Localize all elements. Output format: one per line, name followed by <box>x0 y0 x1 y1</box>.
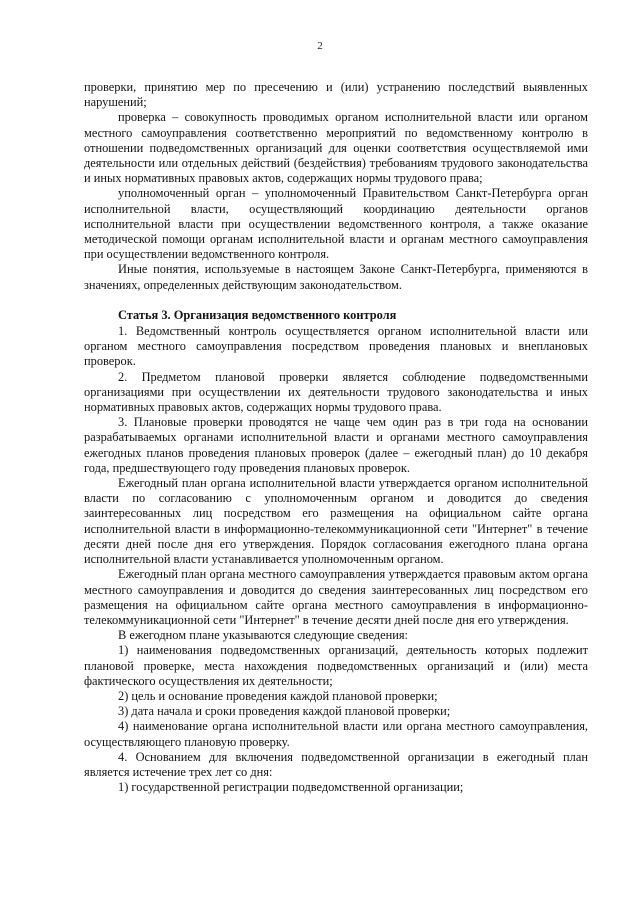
paragraph-other-terms: Иные понятия, используемые в настоящем Законе Санкт-Петербурга, применяются в значениях, определенных действующим законодательством. <box>84 262 588 292</box>
paragraph-definition-continuation: проверки, принятию мер по пресечению и (или) устранению последствий выявленных нарушений; <box>84 80 588 110</box>
paragraph-plan-contents-intro: В ежегодном плане указываются следующие сведения: <box>118 628 408 643</box>
paragraph-plan-contents-2: 2) цель и основание проведения каждой плановой проверки; <box>118 688 438 703</box>
paragraph-annual-plan-executive: Ежегодный план органа исполнительной власти утверждается органом исполнительной власти по согласованию с уполномоченным органом и доводится до сведения заинтересованных лиц посредством его размещения на официальном сайте органа исполнительной власти в информационно-телекоммуникационной сети "Интернет" в течение десяти дней после дня его утверждения. Порядок согласования ежегодного плана органа исполнительной власти устанавливается уполномоченным органом. <box>84 476 588 567</box>
paragraph-article3-item2: 2. Предметом плановой проверки является соблюдение подведомственными организациями при осуществлении их деятельности трудового законодательства и иных нормативных правовых актов, содержащих нормы трудового права. <box>84 369 588 415</box>
paragraph-plan-contents-3: 3) дата начала и сроки проведения каждой плановой проверки; <box>118 704 451 719</box>
paragraph-definition-inspection: проверка – совокупность проводимых органом исполнительной власти или органом местного самоуправления соответственно мероприятий по ведомственному контролю в отношении подведомственных организаций для оценки соответствия осуществляемой ими деятельности или отдельных действий (бездействия) требованиям трудового законодательства и иных нормативных правовых актов, содержащих нормы трудового права; <box>84 110 588 186</box>
paragraph-item4-subitem1: 1) государственной регистрации подведомственной организации; <box>118 780 464 795</box>
paragraph-article3-item1: 1. Ведомственный контроль осуществляется органом исполнительной власти или органом местного самоуправления посредством проведения плановых и внеплановых проверок. <box>84 324 588 369</box>
paragraph-article3-item3: 3. Плановые проверки проводятся не чаще чем один раз в три года на основании разрабатываемых органами исполнительной власти и органами местного самоуправления ежегодных планов проведения плановых проверок (далее – ежегодный план) до 10 декабря года, предшествующего году проведения плановых проверок. <box>84 415 588 475</box>
paragraph-definition-authorized-body: уполномоченный орган – уполномоченный Правительством Санкт-Петербурга орган исполнительной власти, осуществляющий координацию деятельности органов исполнительной власти при осуществлении ведомственного контроля, а также оказание методической помощи органам исполнительной власти и органам местного самоуправления при осуществлении ведомственного контроля. <box>84 186 588 262</box>
document-body <box>84 80 588 795</box>
page-number: 2 <box>317 40 323 52</box>
article-heading: Статья 3. Организация ведомственного контроля <box>118 307 397 322</box>
paragraph-plan-contents-4: 4) наименование органа исполнительной власти или органа местного самоуправления, осуществляющего плановую проверку. <box>84 719 588 749</box>
paragraph-article3-item4: 4. Основанием для включения подведомственной организации в ежегодный план является истечение трех лет со дня: <box>84 749 588 779</box>
paragraph-plan-contents-1: 1) наименования подведомственных организаций, деятельность которых подлежит плановой проверке, места нахождения подведомственных организаций и (или) места фактического осуществления их деятельности; <box>84 643 588 688</box>
paragraph-annual-plan-local: Ежегодный план органа местного самоуправления утверждается правовым актом органа местного самоуправления и доводится до сведения заинтересованных лиц посредством его размещения на официальном сайте органа местного самоуправления в информационно-телекоммуникационной сети "Интернет" в течение десяти дней после дня его утверждения. <box>84 567 588 627</box>
